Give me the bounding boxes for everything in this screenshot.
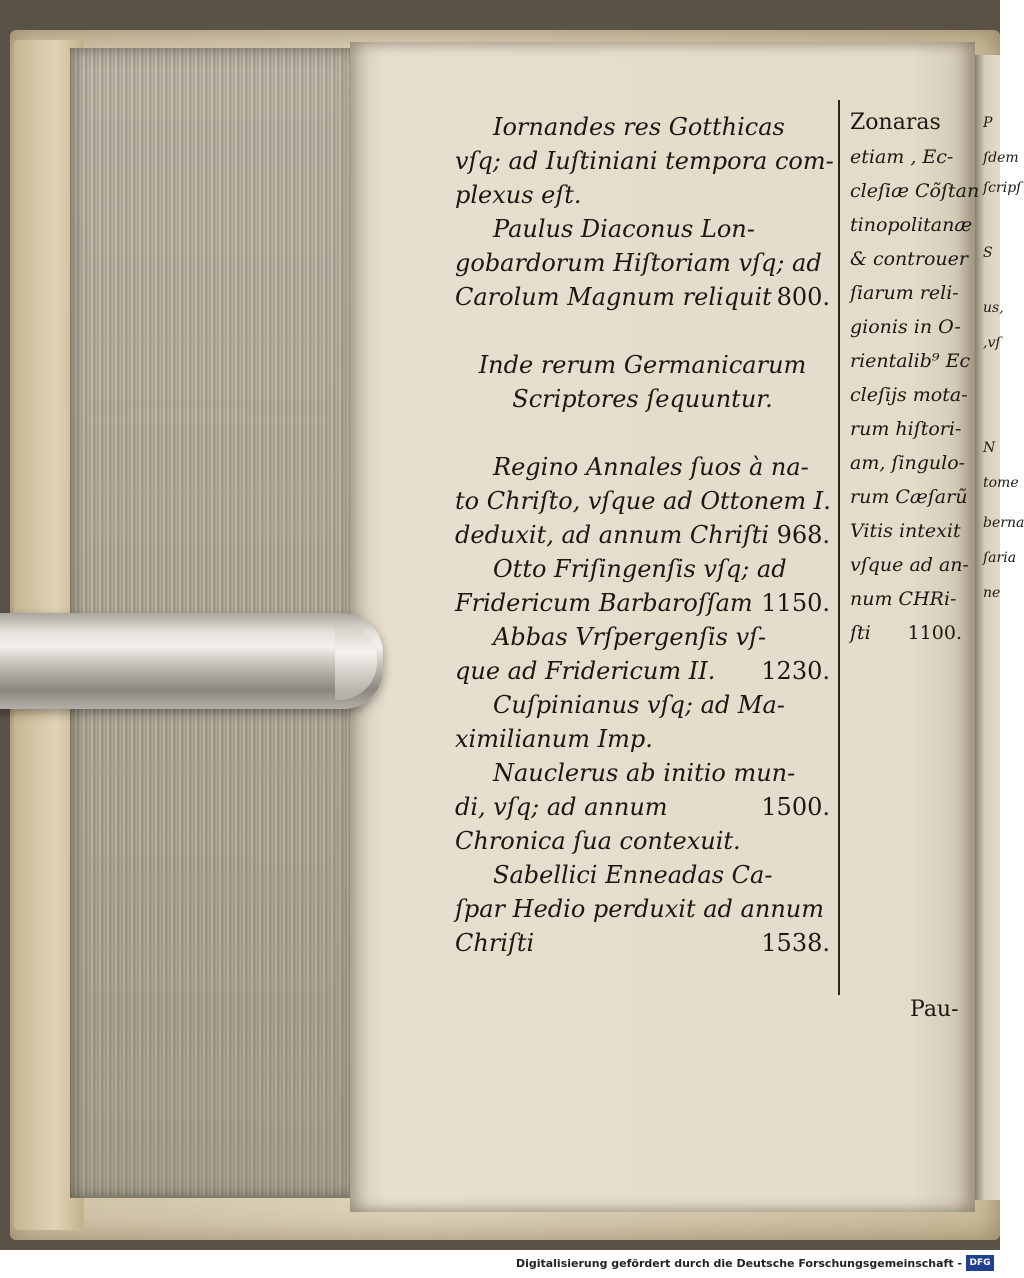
text-line (455, 552, 830, 586)
side-text-line (850, 480, 968, 514)
text-line (455, 586, 830, 620)
side-text-line (850, 446, 966, 480)
line-text: Cuſpinianus vſq; ad Ma- (493, 691, 785, 719)
line-text: Fridericum Barbaroſſam (455, 589, 753, 617)
year-number: 968. (776, 521, 830, 549)
adjacent-page-fragment: S (983, 245, 993, 261)
side-line-text: cleſiæ Cõſtan (850, 180, 980, 202)
text-line (455, 246, 830, 280)
text-line (455, 722, 830, 756)
dfg-logo-icon: DFG (966, 1255, 994, 1271)
text-line (455, 450, 830, 484)
side-line-text: etiam , Ec- (850, 146, 954, 168)
adjacent-page-fragment: ,vſ (983, 335, 1001, 351)
line-text: Abbas Vrſpergenſis vſ- (493, 623, 767, 651)
line-text: deduxit, ad annum Chriſti (455, 521, 770, 549)
adjacent-page-fragment: berna (983, 515, 1024, 531)
text-line (455, 858, 830, 892)
line-text: ſpar Hedio perduxit ad annum (455, 895, 824, 923)
catchword: Pau- (910, 997, 959, 1022)
line-text: gobardorum Hiſtoriam vſq; ad (455, 249, 822, 277)
column-rule (838, 100, 840, 995)
side-text-line (850, 412, 962, 446)
footer-banner (0, 1250, 1000, 1278)
adjacent-page-fragment: ne (983, 585, 1001, 601)
text-line (455, 348, 830, 382)
adjacent-page-edge (975, 55, 1024, 1200)
text-line (455, 212, 830, 246)
side-line-text: gionis in O- (850, 316, 961, 338)
text-line (455, 892, 830, 926)
line-text: Paulus Diaconus Lon- (493, 215, 755, 243)
line-text: que ad Fridericum II. (455, 657, 716, 685)
text-line (455, 926, 830, 960)
line-text: vſq; ad Iuſtiniani tempora com- (455, 147, 834, 175)
line-text: Inde rerum Germanicarum (478, 351, 807, 379)
side-text-line (850, 616, 962, 650)
adjacent-page-fragment: ſdem (983, 150, 1019, 166)
adjacent-page-fragment: P (983, 115, 993, 131)
side-text-line (850, 582, 962, 616)
side-line-text: rum Cæſarũ (850, 486, 968, 508)
side-text-line (850, 174, 980, 208)
line-text: plexus eſt. (455, 181, 582, 209)
line-text: Regino Annales ſuos à na- (493, 453, 809, 481)
text-line (455, 144, 834, 178)
text-line (455, 178, 830, 212)
side-text-line (850, 378, 968, 412)
side-line-text: Zonaras (850, 110, 941, 135)
side-text-line (850, 140, 962, 174)
line-text: Scriptores ſequuntur. (512, 385, 773, 413)
year-number: 1230. (761, 657, 830, 685)
side-text-line (850, 208, 973, 242)
side-line-text: Vitis intexit (850, 520, 961, 542)
adjacent-page-fragment: tome (983, 475, 1019, 491)
side-text-column (850, 106, 980, 650)
year-number: 800. (776, 283, 830, 311)
text-line (455, 824, 830, 858)
side-line-text: rum hiſtori- (850, 418, 962, 440)
year-number: 1538. (761, 929, 830, 957)
adjacent-page-fragment: ſaria (983, 550, 1017, 566)
line-text: Carolum Magnum reliquit (455, 283, 772, 311)
side-text-line (850, 514, 962, 548)
line-text: Nauclerus ab initio mun- (493, 759, 796, 787)
side-line-text: num CHRi- (850, 588, 957, 610)
side-line-text: rientalib⁹ Ec (850, 350, 971, 372)
main-text-column (455, 110, 834, 960)
side-text-line (850, 276, 962, 310)
line-text: Sabellici Enneadas Ca- (493, 861, 773, 889)
side-line-text: cleſijs mota- (850, 384, 968, 406)
line-text: ximilianum Imp. (455, 725, 653, 753)
side-line-text: ſti (850, 622, 871, 644)
text-line (455, 280, 830, 314)
line-text: Otto Friſingenſis vſq; ad (493, 555, 787, 583)
side-text-line (850, 106, 962, 140)
text-line (455, 484, 830, 518)
text-line (455, 110, 830, 144)
side-line-text: ſiarum reli- (850, 282, 959, 304)
side-line-text: & controuer (850, 248, 968, 270)
side-line-text: am, ſingulo- (850, 452, 966, 474)
line-text: Chronica ſua contexuit. (455, 827, 741, 855)
text-line (455, 518, 830, 552)
text-line (455, 688, 830, 722)
adjacent-page-fragment: N (983, 440, 996, 456)
adjacent-page-fragment: us, (983, 300, 1004, 316)
line-text: Iornandes res Gotthicas (493, 113, 785, 141)
side-year-number: 1100. (907, 622, 962, 644)
side-text-line (850, 548, 969, 582)
text-line (455, 382, 830, 416)
text-line (455, 620, 830, 654)
side-text-line (850, 242, 968, 276)
year-number: 1500. (761, 793, 830, 821)
glass-rod-bookmark (0, 613, 383, 709)
footer-text: Digitalisierung gefördert durch die Deutsche Forschungsgemeinschaft - (515, 1257, 962, 1270)
side-text-line (850, 310, 962, 344)
side-line-text: vſque ad an- (850, 554, 969, 576)
line-text: to Chriſto, vſque ad Ottonem I. (455, 487, 831, 515)
side-line-text: tinopolitanæ (850, 214, 973, 236)
side-text-line (850, 344, 971, 378)
line-text: Chriſti (455, 929, 535, 957)
line-text: di, vſq; ad annum (455, 793, 668, 821)
text-line (455, 790, 830, 824)
text-line (455, 756, 830, 790)
adjacent-page-fragment: ſcripſ (983, 180, 1022, 196)
text-line (455, 654, 830, 688)
year-number: 1150. (761, 589, 830, 617)
